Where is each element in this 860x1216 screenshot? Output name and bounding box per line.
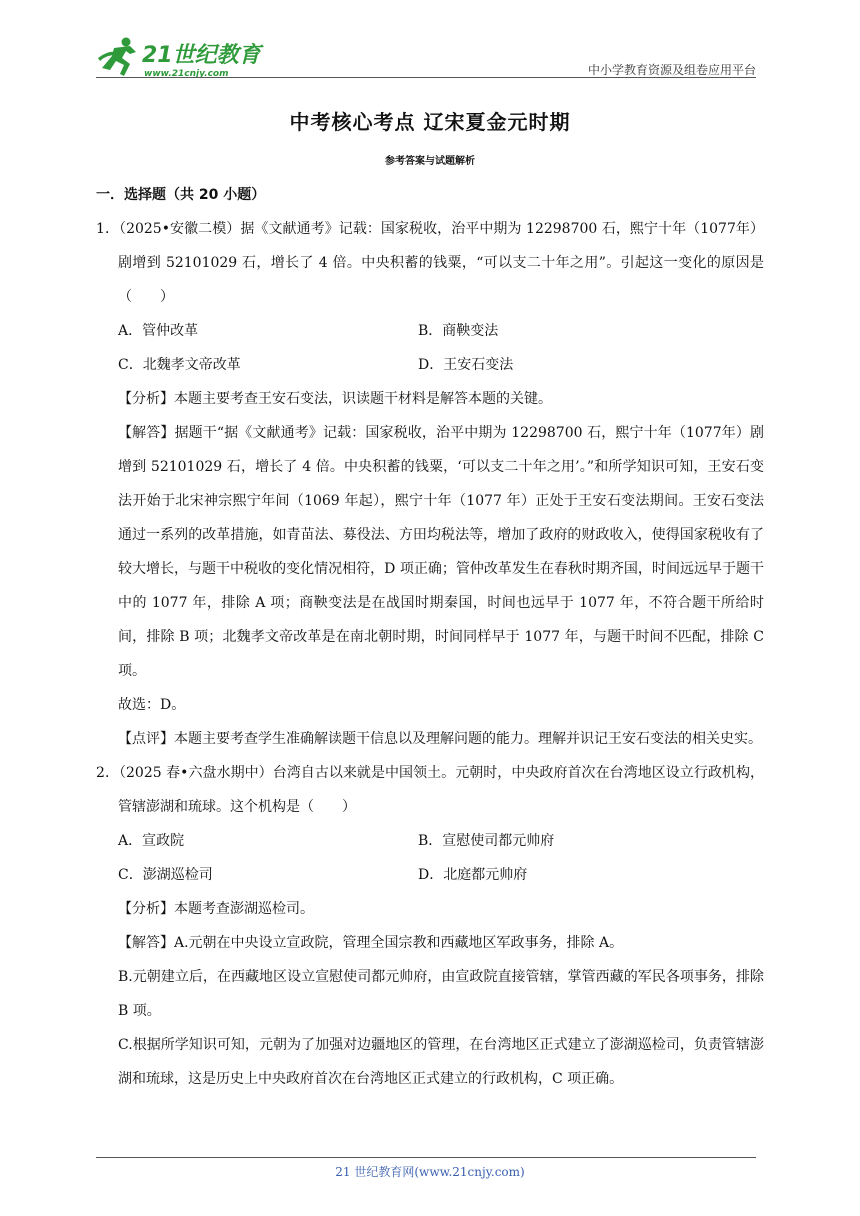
option-a: A．宣政院 xyxy=(118,833,185,849)
question-1-options-row-1 xyxy=(96,314,764,348)
question-2-analysis: 【分析】本题考查澎湖巡检司。 xyxy=(118,901,314,917)
question-1-stem: 1．（2025•安徽二模）据《文献通考》记载：国家税收，治平中期为 12298700 石，熙宁十年（1077年）剧增到 52101029 石，增长了 4 倍。中央积蓄的钱粟，“可以支二十年之用”。引起这一变化的原因是（ ） xyxy=(96,221,764,305)
question-1-options-row-2 xyxy=(96,348,764,382)
footer-divider xyxy=(96,1157,756,1158)
question-2-answer-a: 【解答】A.元朝在中央设立宣政院，管理全国宗教和西藏地区军政事务，排除 A。 xyxy=(118,935,624,951)
site-logo xyxy=(96,36,266,80)
option-d: D．王安石变法 xyxy=(418,357,514,373)
question-1-choice: 故选：D。 xyxy=(118,697,186,713)
option-b: B．商鞅变法 xyxy=(418,323,499,339)
option-b: B．宣慰使司都元帅府 xyxy=(418,833,555,849)
question-1-comment: 【点评】本题主要考查学生准确解读题干信息以及理解问题的能力。理解并识记王安石变法的相关史实。 xyxy=(118,731,762,747)
section-heading: 一．选择题（共 20 小题） xyxy=(96,187,266,203)
page-title: 中考核心考点 辽宋夏金元时期 xyxy=(289,110,571,134)
logo-url: www.21cnjy.com xyxy=(144,69,229,79)
option-d: D．北庭都元帅府 xyxy=(418,867,528,883)
option-a: A．管仲改革 xyxy=(118,323,199,339)
header-divider xyxy=(96,77,756,78)
question-2-options-row-1 xyxy=(96,824,764,858)
option-c: C．澎湖巡检司 xyxy=(118,867,213,883)
question-1-analysis: 【分析】本题主要考查王安石变法，识读题干材料是解答本题的关键。 xyxy=(118,391,552,407)
page-footer[interactable]: 21 世纪教育网(www.21cnjy.com) xyxy=(335,1165,525,1179)
document-body xyxy=(96,180,764,1096)
question-1-answer: 【解答】据题干“据《文献通考》记载：国家税收，治平中期为 12298700 石，熙宁十年（1077年）剧增到 52101029 石，增长了 4 倍。中央积蓄的钱粟，‘可以支二十年之用’。”和所学知识可知，王安石变法开始于北宋神宗熙宁年间（1069 年起），熙宁十年（1077 年）正处于王安石变法期间。王安石变法通过一系列的改革措施，如青苗法、募役法、方田均税法等，增加了政府的财政收入，使得国家税收有了较大增长，与题干中税收的变化情况相符，D 项正确；管仲改革发生在春秋时期齐国，时间远远早于题干中的 1077 年，排除 A 项；商鞅变法是在战国时期秦国，时间也远早于 1077 年，不符合题干所给时间，排除 B 项；北魏孝文帝改革是在南北朝时期，时间同样早于 1077 年，与题干时间不匹配，排除 C 项。 xyxy=(118,425,764,679)
question-2-answer-b: B.元朝建立后，在西藏地区设立宣慰使司都元帅府，由宣政院直接管辖，掌管西藏的军民各项事务，排除 B 项。 xyxy=(118,969,764,1019)
option-c: C．北魏孝文帝改革 xyxy=(118,357,241,373)
page-header xyxy=(96,28,756,80)
question-2-options-row-2 xyxy=(96,858,764,892)
question-2-stem: 2．（2025 春•六盘水期中）台湾自古以来就是中国领土。元朝时，中央政府首次在台湾地区设立行政机构，管辖澎湖和琉球。这个机构是（ ） xyxy=(96,765,764,815)
logo-text: 21世纪教育 xyxy=(142,43,261,68)
header-platform-name: 中小学教育资源及组卷应用平台 xyxy=(587,63,756,77)
question-2-answer-c: C.根据所学知识可知，元朝为了加强对边疆地区的管理，在台湾地区正式建立了澎湖巡检司，负责管辖澎湖和琉球，这是历史上中央政府首次在台湾地区正式建立的行政机构，C 项正确。 xyxy=(118,1037,764,1087)
page-subtitle: 参考答案与试题解析 xyxy=(385,156,475,167)
